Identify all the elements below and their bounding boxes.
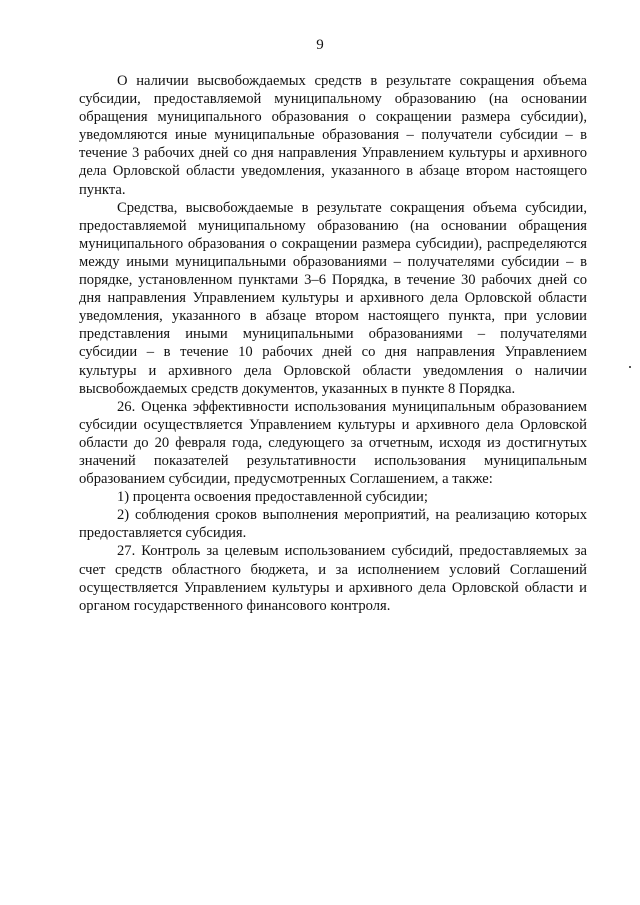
paragraph-item-26-criterion-2: 2) соблюдения сроков выполнения мероприятий, на реализацию которых предоставляется субсидия.	[79, 507, 587, 542]
paragraph-item-26-criterion-1: 1) процента освоения предоставленной субсидии;	[117, 489, 428, 506]
paragraph-item-27: 27. Контроль за целевым использованием субсидий, предоставляемых за счет средств областного бюджета, и за исполнением условий Соглашений осуществляется Управлением культуры и архивного дела Орловской области и органом государственного финансового контроля.	[79, 543, 587, 614]
margin-speck	[629, 366, 631, 368]
paragraph-surplus-notice: О наличии высвобождаемых средств в результате сокращения объема субсидии, предоставляемой муниципальному образованию (на основании обращения муниципального образования о сокращении размера субсидии), уведомляются иные муниципальные образования – получатели субсидии – в течение 3 рабочих дней со дня направления Управлением культуры и архивного дела Орловской области уведомления, указанного в абзаце втором настоящего пункта.	[79, 73, 587, 198]
paragraph-item-26: 26. Оценка эффективности использования муниципальным образованием субсидии осуществляется Управлением культуры и архивного дела Орловской области до 20 февраля года, следующего за отчетным, исходя из достигнутых значений показателей результативности использования муниципальным образованием субсидии, предусмотренных Соглашением, а также:	[79, 398, 587, 488]
paragraph-surplus-distribution: Средства, высвобождаемые в результате сокращения объема субсидии, предоставляемой муниципальному образованию (на основании обращения муниципального образования о сокращении размера субсидии), распределяются между иными муниципальными образованиями – получателями субсидии – в порядке, установленном пунктами 3–6 Порядка, в течение 30 рабочих дней со дня направления Управлением культуры и архивного дела Орловской области уведомления, указанного в абзаце втором настоящего пункта, при условии представления иными муниципальными образованиями – получателями субсидии – в течение 10 рабочих дней со дня направления Управлением культуры и архивного дела Орловской области уведомления о наличии высвобождаемых средств документов, указанных в пункте 8 Порядка.	[79, 199, 587, 397]
document-body	[79, 72, 587, 615]
page-number: 9	[316, 37, 324, 53]
